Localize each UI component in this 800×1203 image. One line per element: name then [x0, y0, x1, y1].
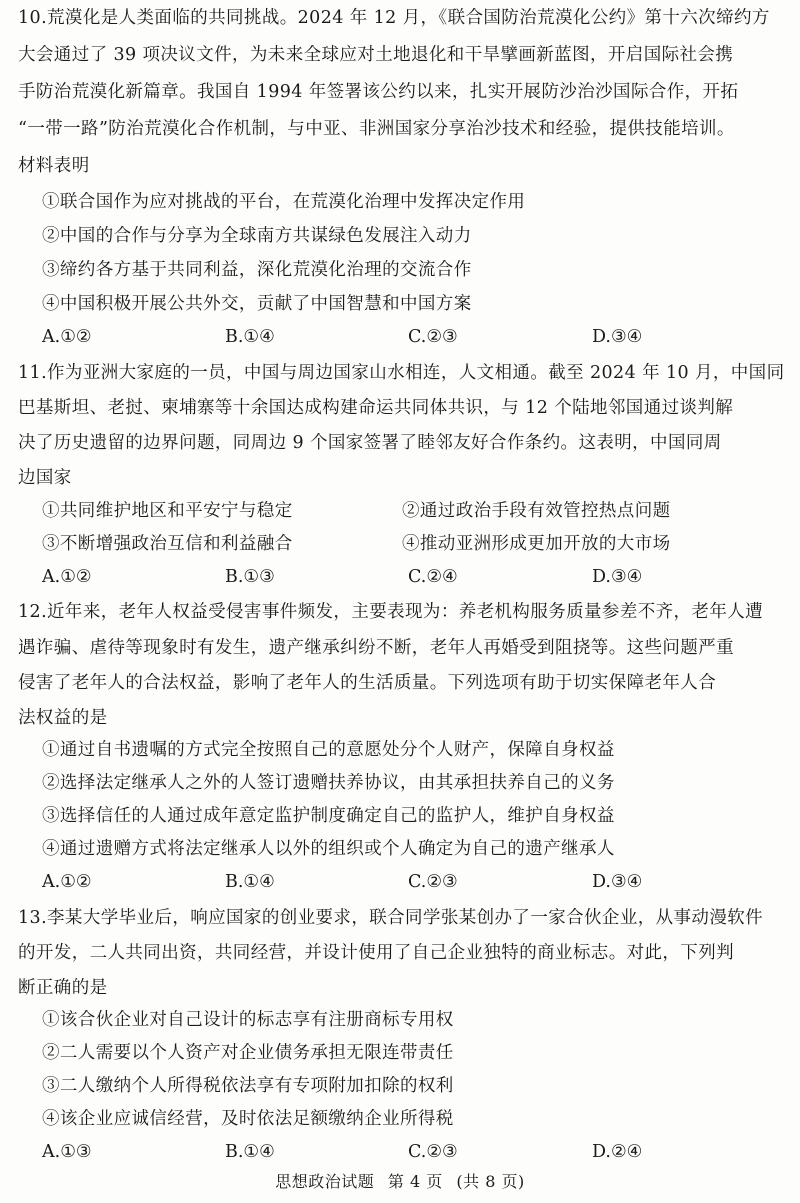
question-stem-line: 断正确的是 [18, 978, 108, 998]
footer-subject: 思想政治试题 [275, 1172, 375, 1191]
option-statement: ③不断增强政治互信和利益融合 [42, 534, 293, 554]
option-statement: ③选择信任的人通过成年意定监护制度确定自己的监护人，维护自身权益 [42, 806, 615, 826]
choice-b: B.①④ [225, 327, 275, 347]
page-footer [0, 1171, 800, 1193]
option-statement: ①该合伙企业对自己设计的标志享有注册商标专用权 [42, 1010, 454, 1030]
choice-d: D.③④ [592, 327, 643, 347]
choice-c: C.②④ [408, 567, 458, 587]
question-stem-line: 13.李某大学毕业后，响应国家的创业要求，联合同学张某创办了一家合伙企业，从事动漫软件 [18, 908, 764, 928]
answer-choices [42, 870, 782, 894]
choice-b: B.①④ [225, 872, 275, 892]
question-stem-line: 12.近年来，老年人权益受侵害事件频发，主要表现为：养老机构服务质量参差不齐，老年人遭 [18, 602, 764, 622]
question-stem-line: 巴基斯坦、老挝、柬埔寨等十余国达成构建命运共同体共识，与 12 个陆地邻国通过谈判解 [18, 398, 734, 418]
option-statement: ②二人需要以个人资产对企业债务承担无限连带责任 [42, 1043, 454, 1063]
option-statement: ④中国积极开展公共外交，贡献了中国智慧和中国方案 [42, 294, 472, 314]
choice-c: C.②③ [408, 327, 458, 347]
option-statement: ③二人缴纳个人所得税依法享有专项附加扣除的权利 [42, 1076, 454, 1096]
choice-d: D.③④ [592, 567, 643, 587]
option-statement: ④该企业应诚信经营，及时依法足额缴纳企业所得税 [42, 1109, 454, 1129]
question-stem-line: 11.作为亚洲大家庭的一员，中国与周边国家山水相连，人文相通。截至 2024 年 10 月，中国同 [18, 363, 785, 383]
answer-choices [42, 565, 782, 589]
question-stem-line: 材料表明 [18, 156, 90, 176]
option-statement: ②中国的合作与分享为全球南方共谋绿色发展注入动力 [42, 226, 472, 246]
question-stem-line: 的开发，二人共同出资，共同经营，并设计使用了自己企业独特的商业标志。对此，下列判 [18, 943, 734, 963]
choice-d: D.②④ [592, 1142, 643, 1162]
question-stem-line: 侵害了老年人的合法权益，影响了老年人的生活质量。下列选项有助于切实保障老年人合 [18, 673, 717, 693]
choice-d: D.③④ [592, 872, 643, 892]
question-stem-line: “一带一路”防治荒漠化合作机制，与中亚、非洲国家分享治沙技术和经验，提供技能培训。 [18, 119, 735, 139]
question-stem-line: 决了历史遗留的边界问题，同周边 9 个国家签署了睦邻友好合作条约。这表明，中国同周 [18, 433, 722, 453]
choice-a: A.①② [42, 872, 92, 892]
option-statement: ④推动亚洲形成更加开放的大市场 [402, 534, 671, 554]
footer-page-number: 第 4 页 [387, 1172, 443, 1191]
option-statement: ②通过政治手段有效管控热点问题 [402, 501, 671, 521]
answer-choices [42, 325, 782, 349]
question-stem-line: 边国家 [18, 468, 72, 488]
answer-choices [42, 1140, 782, 1164]
option-statement: ①联合国作为应对挑战的平台，在荒漠化治理中发挥决定作用 [42, 192, 526, 212]
choice-b: B.①④ [225, 1142, 275, 1162]
choice-a: A.①② [42, 327, 92, 347]
option-statement: ③缔约各方基于共同利益，深化荒漠化治理的交流合作 [42, 260, 472, 280]
choice-a: A.①③ [42, 1142, 92, 1162]
option-statement: ①共同维护地区和平安宁与稳定 [42, 501, 293, 521]
choice-c: C.②③ [408, 872, 458, 892]
choice-b: B.①③ [225, 567, 275, 587]
choice-a: A.①② [42, 567, 92, 587]
question-stem-line: 手防治荒漠化新篇章。我国自 1994 年签署该公约以来，扎实开展防沙治沙国际合作，开拓 [18, 82, 739, 102]
question-stem-line: 法权益的是 [18, 708, 108, 728]
option-statement: ④通过遗赠方式将法定继承人以外的组织或个人确定为自己的遗产继承人 [42, 839, 615, 859]
choice-c: C.②③ [408, 1142, 458, 1162]
question-stem-line: 大会通过了 39 项决议文件，为未来全球应对土地退化和干旱擘画新蓝图，开启国际社会携 [18, 45, 734, 65]
option-statement: ①通过自书遗嘱的方式完全按照自己的意愿处分个人财产，保障自身权益 [42, 740, 615, 760]
option-statement: ②选择法定继承人之外的人签订遗赠扶养协议，由其承担扶养自己的义务 [42, 773, 615, 793]
question-stem-line: 10.荒漠化是人类面临的共同挑战。2024 年 12 月，《联合国防治荒漠化公约》第十六次缔约方 [18, 8, 770, 28]
question-stem-line: 遇诈骗、虐待等现象时有发生，遗产继承纠纷不断，老年人再婚受到阻挠等。这些问题严重 [18, 638, 734, 658]
footer-total-pages: (共 8 页) [456, 1172, 525, 1191]
